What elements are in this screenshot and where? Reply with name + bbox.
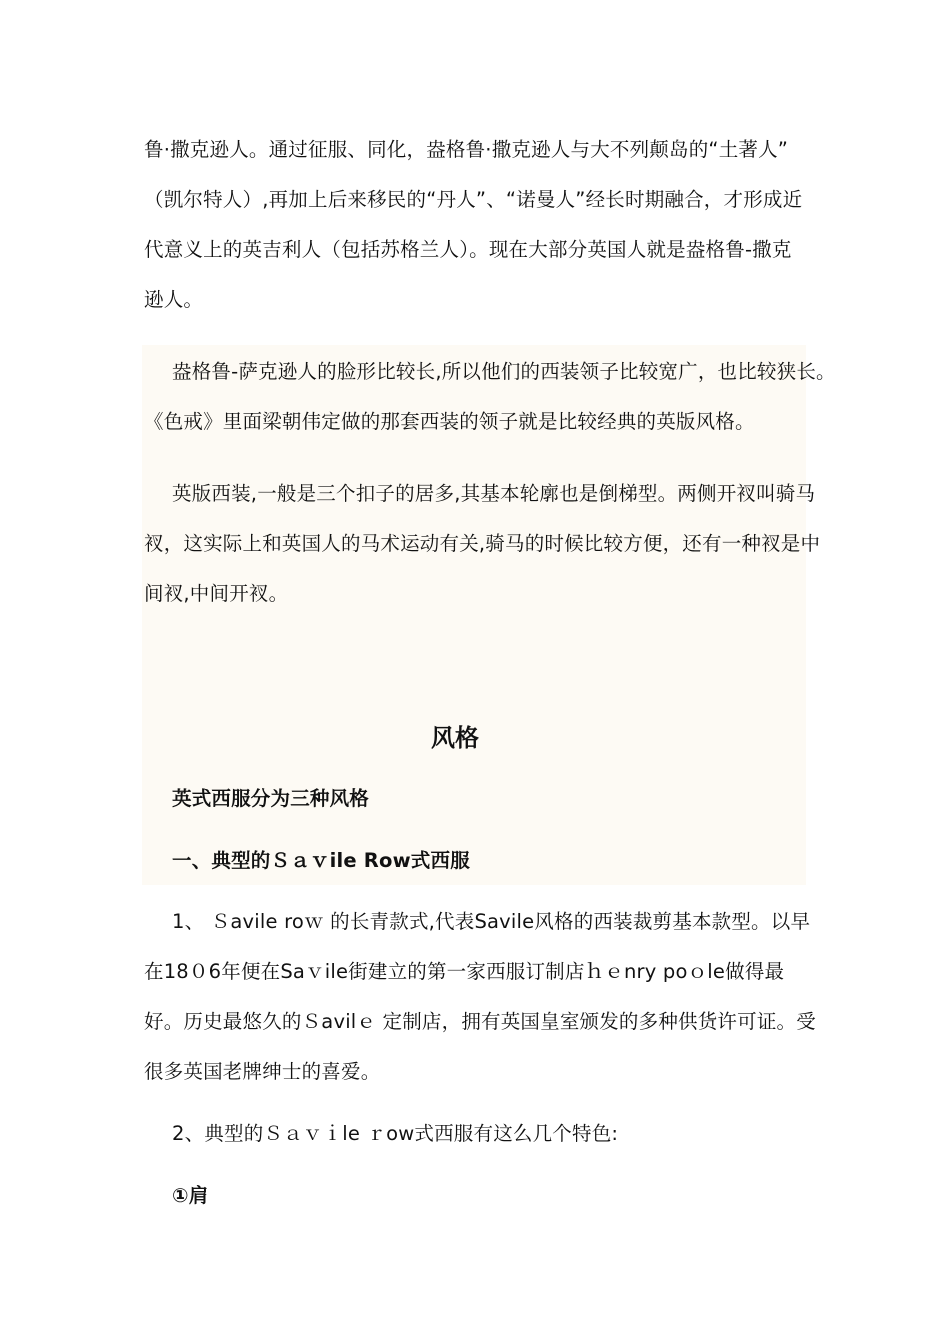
style-paragraph-line-2: 衩，这实际上和英国人的马术运动有关,骑马的时候比较方便，还有一种衩是中 [144,532,821,555]
face-paragraph-line-2: 《色戒》里面梁朝伟定做的那套西装的领子就是比较经典的英版风格。 [144,410,755,433]
item1-line-4: 很多英国老牌绅士的喜爱。 [144,1060,381,1083]
intro-line-3: 代意义上的英吉利人（包括苏格兰人）。现在大部分英国人就是盎格鲁-撒克 [144,238,792,261]
intro-line-4: 逊人。 [144,288,204,311]
section-subtitle: 英式西服分为三种风格 [172,787,370,810]
face-paragraph-line-1: 盎格鲁-萨克逊人的脸形比较长,所以他们的西装领子比较宽广，也比较狭长。 [172,360,836,383]
item1-line-2: 在18０6年便在Saｖile街建立的第一家西服订制店ｈｅnry poｏle做得最 [144,960,785,983]
heading-one: 一、典型的Ｓａｖile Row式西服 [172,849,470,872]
style-paragraph-line-1: 英版西装,一般是三个扣子的居多,其基本轮廓也是倒梯型。两侧开衩叫骑马 [172,482,816,505]
item1-line-3: 好。历史最悠久的Ｓavilｅ 定制店，拥有英国皇室颁发的多种供货许可证。受 [144,1010,816,1033]
feature-shoulder-label: ①肩 [172,1184,209,1207]
item2-line: 2、典型的Ｓａｖｉle ｒow式西服有这么几个特色: [172,1122,619,1145]
style-paragraph-line-3: 间衩,中间开衩。 [144,582,289,605]
section-title: 风格 [431,724,479,752]
intro-line-1: 鲁·撒克逊人。通过征服、同化，盎格鲁·撒克逊人与大不列颠岛的“土著人” [144,138,789,161]
item1-line-1: 1、 Ｓavile roｗ 的长青款式,代表Savile风格的西装裁剪基本款型。以早 [172,910,811,933]
intro-line-2: （凯尔特人）,再加上后来移民的“丹人”、“诺曼人”经长时期融合，才形成近 [144,188,803,211]
